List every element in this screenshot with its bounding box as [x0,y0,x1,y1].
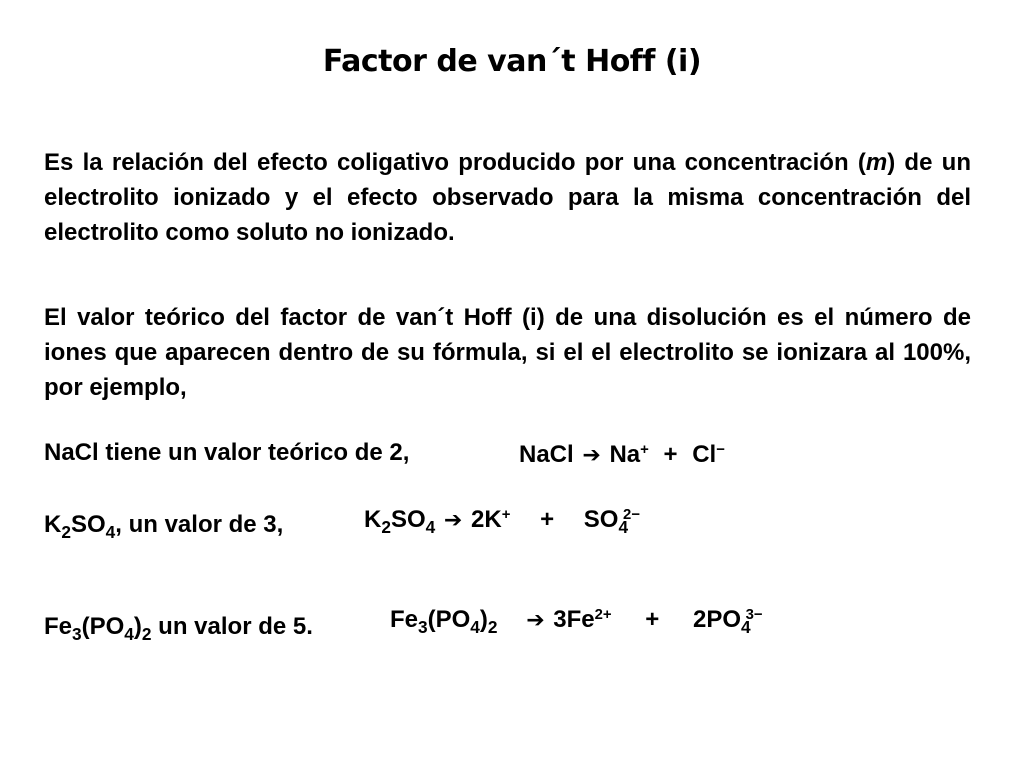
definition-text-start: Es la relación del efecto coligativo producido por una concentración ( [44,149,866,176]
right-arrow-icon: ➔ [443,507,463,532]
plus-sign: + [540,506,555,533]
slide-title: Factor de van´t Hoff (i) [322,44,702,79]
sulfate-ion: $SO_4^{2-}$ [583,506,641,538]
potassium-ion: 2K+ [471,506,511,533]
nacl-reactant: NaCl [519,441,574,468]
definition-text-end: ) de un electrolito ionizado y el efecto observado para la misma concentración del electrolito como soluto no ionizado. [44,149,971,246]
nacl-example-label: NaCl tiene un valor teórico de 2, [44,439,410,466]
plus-sign: + [663,441,678,468]
molality-symbol: m [865,149,888,176]
k2so4-example-label: $K_2SO_4$, un valor de 3, [44,511,284,543]
fe3po42-example-label: $Fe_3(PO_4)_2$ un valor de 5. [44,613,313,645]
plus-sign: + [645,606,660,633]
k2so4-dissociation-equation [364,505,641,538]
nacl-dissociation-equation [519,440,725,470]
iron-ion: $3Fe^{2+}$ [553,606,612,633]
k2so4-reactant: $K_2SO_4$ [364,506,436,538]
chloride-ion: Cl− [692,441,725,468]
definition-paragraph [44,145,971,250]
phosphate-ion: $2PO_4^{3-}$ [692,606,763,638]
sodium-ion: Na+ [609,441,649,468]
right-arrow-icon: ➔ [582,442,601,467]
right-arrow-icon: ➔ [526,607,545,632]
fe3po42-reactant: $Fe_3(PO_4)_2$ [390,606,498,638]
fe3po42-dissociation-equation [390,605,763,638]
theoretical-value-paragraph: El valor teórico del factor de van´t Hoff (i) de una disolución es el número de iones que aparecen dentro de su fórmula, si el el electrolito se ionizara al 100%, por ejemplo, [44,304,971,401]
